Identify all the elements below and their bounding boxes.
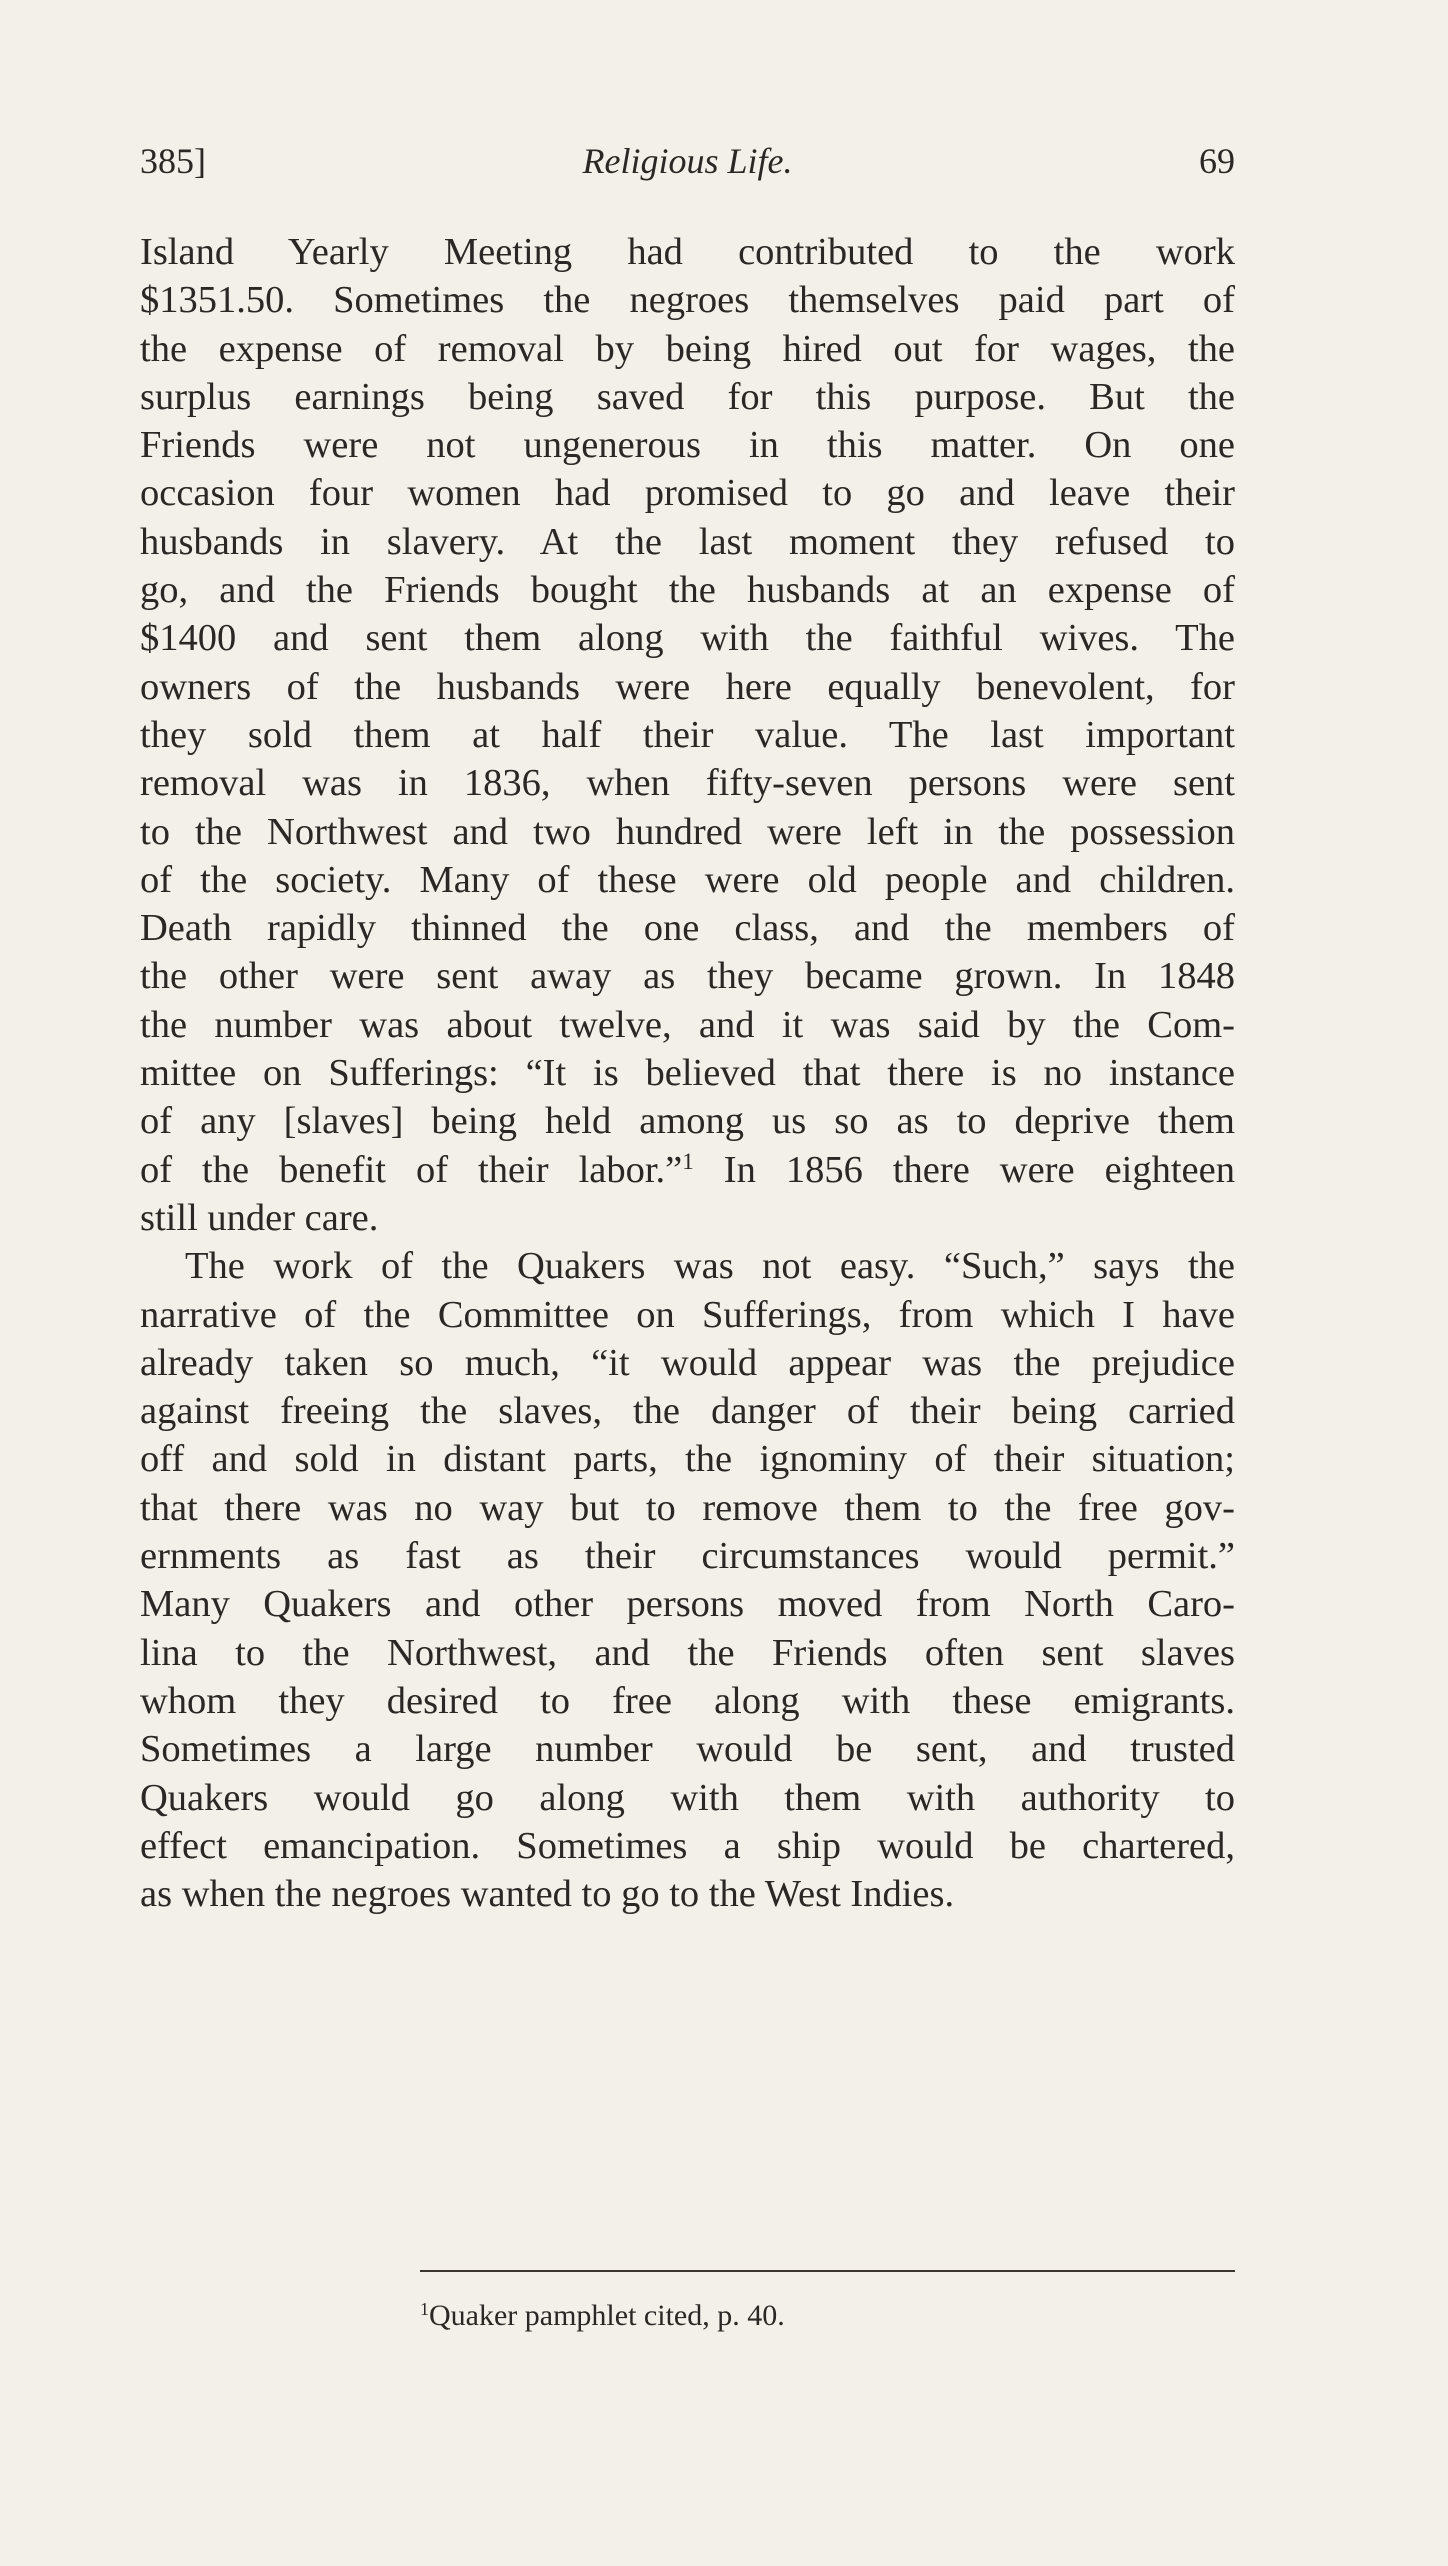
text-line: mittee on Sufferings: “It is believed that there is no instance (140, 1052, 1235, 1095)
text-line: $1400 and sent them along with the faithful wives. The (140, 617, 1235, 660)
paragraph-2 (140, 1242, 1235, 1918)
text-line: Death rapidly thinned the one class, and the members of (140, 907, 1235, 950)
text-line: off and sold in distant parts, the ignominy of their situation; (140, 1438, 1235, 1481)
page-reference: 385] (140, 141, 206, 181)
running-title: Religious Life. (582, 141, 793, 181)
text-line: that there was no way but to remove them to the free gov- (140, 1486, 1235, 1529)
text-line: effect emancipation. Sometimes a ship would be chartered, (140, 1824, 1235, 1867)
text-line: occasion four women had promised to go and leave their (140, 472, 1235, 515)
text-line: they sold them at half their value. The last important (140, 713, 1235, 756)
text-line: removal was in 1836, when fifty-seven persons were sent (140, 762, 1235, 805)
footnote-marker: 1 (420, 2299, 429, 2320)
text-line: whom they desired to free along with these emigrants. (140, 1679, 1235, 1722)
text-line: against freeing the slaves, the danger of their being carried (140, 1390, 1235, 1433)
running-header (140, 140, 1235, 190)
body-text (140, 228, 1235, 1918)
text-line: surplus earnings being saved for this purpose. But the (140, 375, 1235, 418)
text-line: owners of the husbands were here equally benevolent, for (140, 665, 1235, 708)
text-line: still under care. (140, 1196, 379, 1239)
footnote-reference: 1 (682, 1147, 694, 1174)
text-line: narrative of the Committee on Sufferings, from which I have (140, 1293, 1235, 1336)
text-line: already taken so much, “it would appear was the prejudice (140, 1341, 1235, 1384)
text-line: lina to the Northwest, and the Friends often sent slaves (140, 1631, 1235, 1674)
text-line: ernments as fast as their circumstances would permit.” (140, 1535, 1235, 1578)
text-line: as when the negroes wanted to go to the West Indies. (140, 1873, 955, 1916)
text-line: husbands in slavery. At the last moment they refused to (140, 520, 1235, 563)
footnote (420, 2296, 785, 2336)
text-segment: In 1856 there were eighteen (693, 1148, 1235, 1191)
text-line: the other were sent away as they became grown. In 1848 (140, 955, 1235, 998)
footnote-text: Quaker pamphlet cited, p. 40. (429, 2299, 785, 2332)
text-line-with-footnote (140, 1146, 1235, 1194)
text-segment: of the benefit of their labor.” (140, 1148, 683, 1191)
text-line: Quakers would go along with them with authority to (140, 1776, 1235, 1819)
text-line: the expense of removal by being hired out for wages, the (140, 327, 1235, 370)
text-line: Island Yearly Meeting had contributed to the work (140, 231, 1235, 273)
text-line: of any [slaves] being held among us so as to deprive them (140, 1100, 1235, 1143)
text-line: Many Quakers and other persons moved from North Caro- (140, 1583, 1235, 1626)
paragraph-1 (140, 228, 1235, 1242)
text-line: $1351.50. Sometimes the negroes themselves paid part of (140, 279, 1235, 322)
text-line: Friends were not ungenerous in this matter. On one (140, 424, 1235, 467)
text-line: The work of the Quakers was not easy. “Such,” says the (185, 1245, 1235, 1288)
text-line: the number was about twelve, and it was said by the Com- (140, 1003, 1235, 1046)
text-line: Sometimes a large number would be sent, and trusted (140, 1728, 1235, 1771)
footnote-divider (420, 2270, 1235, 2272)
text-line: go, and the Friends bought the husbands at an expense of (140, 569, 1235, 612)
text-line: to the Northwest and two hundred were left in the possession (140, 810, 1235, 853)
text-line: of the society. Many of these were old people and children. (140, 858, 1235, 901)
page-number: 69 (1199, 141, 1235, 181)
